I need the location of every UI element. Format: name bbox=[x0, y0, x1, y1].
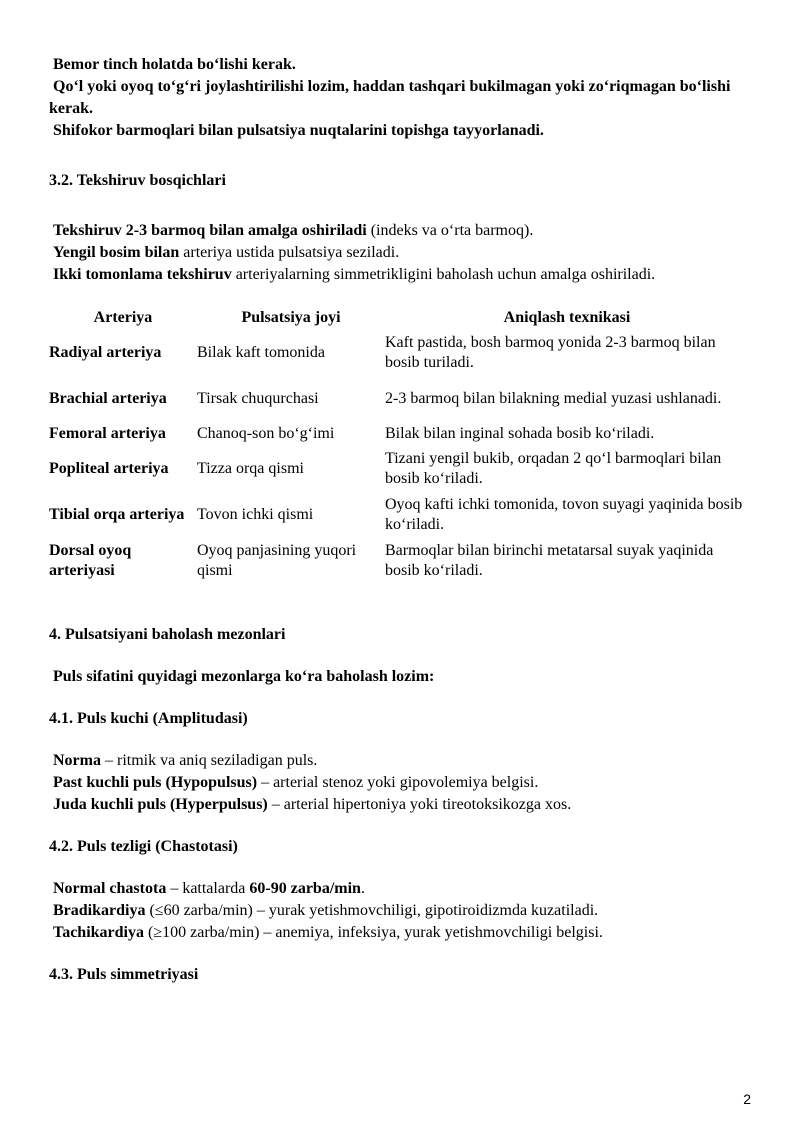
table-cell: Oyoq panjasining yuqori qismi bbox=[197, 542, 357, 579]
table-cell: Bilak kaft tomonida bbox=[197, 344, 325, 361]
table-header-cell: Arteriya bbox=[93, 309, 153, 326]
bullet-item: Shifokor barmoqlari bilan pulsatsiya nuqtalarini topishga tayyorlanadi. bbox=[53, 122, 544, 139]
bullet-item: Tekshiruv 2-3 barmoq bilan amalga oshiriladi (indeks va o‘rta barmoq). bbox=[53, 222, 534, 239]
bullet-item: Juda kuchli puls (Hyperpulsus) – arterial hipertoniya yoki tireotoksikozga xos. bbox=[53, 796, 572, 813]
section-heading: 4.2. Puls tezligi (Chastotasi) bbox=[49, 838, 238, 855]
section-4-2-bullets bbox=[49, 878, 749, 944]
table-cell: Dorsal oyoq arteriyasi bbox=[49, 542, 132, 579]
bullet-item: Bradikardiya (≤60 zarba/min) – yurak yetishmovchiligi, gipotiroidizmda kuzatiladi. bbox=[53, 902, 599, 919]
table-cell: Chanoq-son bo‘g‘imi bbox=[197, 425, 335, 442]
bullet-item: Ikki tomonlama tekshiruv arteriyalarning simmetrikligini baholash uchun amalga oshiriladi. bbox=[53, 266, 656, 283]
table-cell: Tovon ichki qismi bbox=[197, 506, 314, 523]
bullet-item: Bemor tinch holatda bo‘lishi kerak. bbox=[53, 56, 296, 73]
section-lead: Puls sifatini quyidagi mezonlarga ko‘ra baholash lozim: bbox=[53, 668, 435, 685]
section-heading: 4. Pulsatsiyani baholash mezonlari bbox=[49, 626, 286, 643]
section-heading: 4.3. Puls simmetriyasi bbox=[49, 966, 199, 983]
table-header-cell: Aniqlash texnikasi bbox=[503, 309, 631, 326]
table-cell: Femoral arteriya bbox=[49, 425, 166, 442]
document-page bbox=[49, 54, 749, 986]
bullet-item: Qo‘l yoki oyoq to‘g‘ri joylashtirilishi lozim, haddan tashqari bukilmagan yoki zo‘riqmagan bo‘lishi kerak. bbox=[49, 78, 731, 117]
table-cell: Oyoq kafti ichki tomonida, tovon suyagi yaqinida bosib ko‘riladi. bbox=[385, 496, 743, 533]
table-header-row bbox=[49, 306, 749, 330]
table-cell: Tirsak chuqurchasi bbox=[197, 390, 319, 407]
table-cell: Bilak bilan inginal sohada bosib ko‘riladi. bbox=[385, 425, 655, 442]
table-row bbox=[49, 376, 749, 422]
table-cell: Brachial arteriya bbox=[49, 390, 167, 407]
section-heading: 4.1. Puls kuchi (Amplitudasi) bbox=[49, 710, 248, 727]
section-heading: 3.2. Tekshiruv bosqichlari bbox=[49, 172, 226, 189]
page-number: 2 bbox=[743, 1091, 751, 1107]
table-row bbox=[49, 422, 749, 446]
table-cell: Popliteal arteriya bbox=[49, 460, 169, 477]
bullet-item: Tachikardiya (≥100 zarba/min) – anemiya, infeksiya, yurak yetishmovchiligi belgisi. bbox=[53, 924, 603, 941]
table-cell: Tibial orqa arteriya bbox=[49, 506, 185, 523]
arteries-table bbox=[49, 306, 749, 584]
table-row bbox=[49, 330, 749, 376]
table-row bbox=[49, 538, 749, 584]
table-cell: Kaft pastida, bosh barmoq yonida 2-3 barmoq bilan bosib turiladi. bbox=[385, 334, 716, 371]
table-cell: Tizani yengil bukib, orqadan 2 qo‘l barmoqlari bilan bosib ko‘riladi. bbox=[385, 450, 722, 487]
table-row bbox=[49, 492, 749, 538]
bullet-item: Normal chastota – kattalarda 60-90 zarba/min. bbox=[53, 880, 365, 897]
section-4-1-bullets bbox=[49, 750, 749, 816]
table-header-cell: Pulsatsiya joyi bbox=[241, 309, 341, 326]
bullet-item: Yengil bosim bilan arteriya ustida pulsatsiya seziladi. bbox=[53, 244, 400, 261]
bullet-item: Past kuchli puls (Hypopulsus) – arterial stenoz yoki gipovolemiya belgisi. bbox=[53, 774, 539, 791]
table-cell: Barmoqlar bilan birinchi metatarsal suyak yaqinida bosib ko‘riladi. bbox=[385, 542, 714, 579]
table-row bbox=[49, 446, 749, 492]
table-cell: 2-3 barmoq bilan bilakning medial yuzasi ushlanadi. bbox=[385, 390, 722, 407]
table-cell: Tizza orqa qismi bbox=[197, 460, 304, 477]
intro-bullets bbox=[49, 54, 749, 142]
bullet-item: Norma – ritmik va aniq seziladigan puls. bbox=[53, 752, 318, 769]
section-3-2-bullets bbox=[49, 220, 749, 286]
table-cell: Radiyal arteriya bbox=[49, 344, 162, 361]
